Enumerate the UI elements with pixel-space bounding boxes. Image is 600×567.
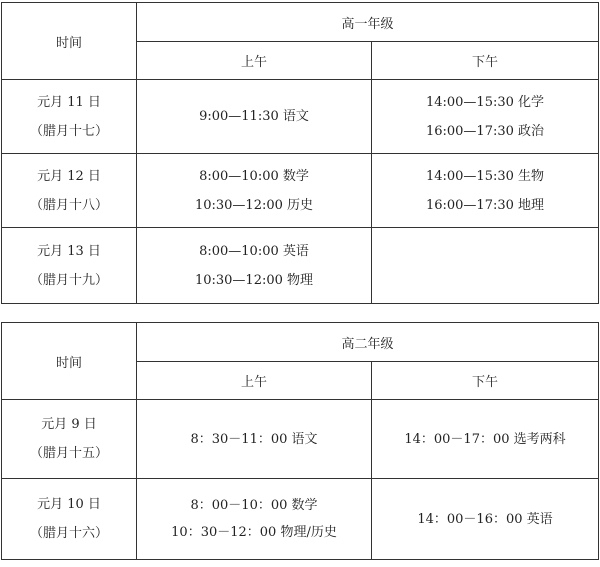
date-text: 元月 11 日 xyxy=(37,94,101,110)
exam-entry: 9:00—11:30 语文 xyxy=(199,109,309,124)
exam-entry: 16:00—17:30 地理 xyxy=(425,197,545,213)
lunar-date-text: （腊月十五） xyxy=(29,446,108,461)
am-exam-cell xyxy=(137,400,372,479)
am-exam-cell xyxy=(137,154,372,228)
grade-title: 高二年级 xyxy=(137,323,599,362)
am-header: 上午 xyxy=(137,362,372,400)
am-exam-cell xyxy=(137,228,372,304)
table-row xyxy=(2,80,599,154)
am-header: 上午 xyxy=(137,42,372,80)
exam-entry: 16:00—17:30 政治 xyxy=(425,123,545,139)
pm-header: 下午 xyxy=(372,42,599,80)
date-text: 元月 10 日 xyxy=(37,497,101,512)
date-text: 元月 13 日 xyxy=(37,243,101,259)
pm-exam-cell xyxy=(372,479,599,560)
pm-exam-cell-empty xyxy=(372,228,599,304)
date-cell xyxy=(2,479,137,560)
table-row xyxy=(2,479,599,560)
exam-entry: 8:00—10:00 英语 xyxy=(199,243,309,259)
date-text: 元月 12 日 xyxy=(37,168,101,184)
pm-exam-cell xyxy=(372,400,599,479)
exam-entry: 8：30－11：00 语文 xyxy=(190,431,318,447)
exam-entry: 10:30—12:00 历史 xyxy=(194,197,314,213)
exam-entry: 14:00—15:30 化学 xyxy=(425,94,545,110)
lunar-date-text: （腊月十九） xyxy=(29,272,108,288)
date-cell xyxy=(2,228,137,304)
grade-title: 高一年级 xyxy=(137,3,599,42)
time-header: 时间 xyxy=(2,323,137,400)
lunar-date-text: （腊月十六） xyxy=(29,526,108,541)
pm-header: 下午 xyxy=(372,362,599,400)
pm-exam-cell xyxy=(372,80,599,154)
table-row xyxy=(2,400,599,479)
exam-entry: 8：00－10：00 数学 xyxy=(190,498,318,513)
date-cell xyxy=(2,400,137,479)
date-cell xyxy=(2,154,137,228)
table-row xyxy=(2,228,599,304)
am-exam-cell xyxy=(137,80,372,154)
date-cell xyxy=(2,80,137,154)
table-row xyxy=(2,154,599,228)
exam-entry: 14：00－16：00 英语 xyxy=(417,511,553,527)
exam-entry: 14：00－17：00 选考两科 xyxy=(404,431,566,447)
lunar-date-text: （腊月十七） xyxy=(29,123,108,139)
grade1-schedule-table xyxy=(1,2,599,304)
exam-entry: 8:00—10:00 数学 xyxy=(199,168,309,184)
grade2-schedule-table xyxy=(1,322,599,560)
date-text: 元月 9 日 xyxy=(41,417,97,432)
exam-entry: 10：30－12：00 物理/历史 xyxy=(171,525,337,540)
exam-entry: 14:00—15:30 生物 xyxy=(425,168,545,184)
time-header: 时间 xyxy=(2,3,137,80)
am-exam-cell xyxy=(137,479,372,560)
pm-exam-cell xyxy=(372,154,599,228)
lunar-date-text: （腊月十八） xyxy=(29,197,108,213)
exam-entry: 10:30—12:00 物理 xyxy=(194,272,314,288)
